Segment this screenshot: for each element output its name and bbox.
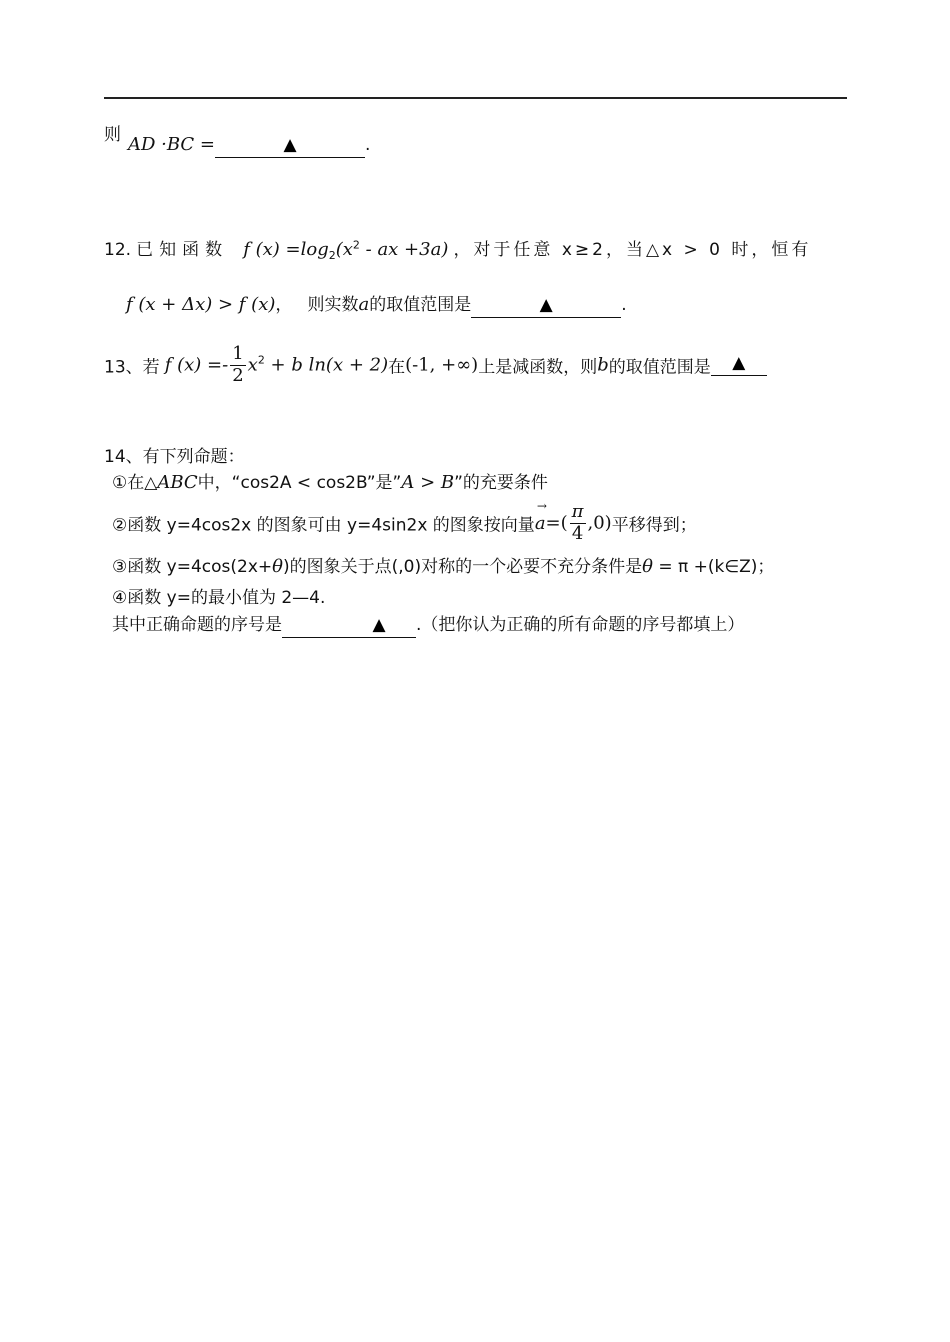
- q14-proposition-2: ②函数 y=4cos2x 的图象可由 y=4sin2x 的图象按向量 → a=( $\frac{\pi}{4}$ ,0)平移得到；: [112, 498, 697, 544]
- header-rule: [104, 97, 847, 99]
- q13-fraction: $\frac{1}{2}$: [232, 343, 244, 386]
- pi-over-4-fraction: $\frac{\pi}{4}$: [571, 501, 584, 544]
- q12-then: 则实数: [307, 295, 359, 315]
- q12-line1: [104, 235, 811, 262]
- vector-a: → a: [534, 498, 547, 534]
- q12-condition: ，对于任意 x≥2，当△x > 0 时，恒有: [453, 240, 812, 260]
- triangle-icon: ▲: [372, 615, 386, 635]
- q13-interval: (-1, +∞): [405, 354, 479, 376]
- q14-title: 14、有下列命题：: [104, 447, 245, 467]
- q14-proposition-3: ③函数 y=4cos(2x+θ)的图象关于点(,0)对称的一个必要不充分条件是θ = π +(k∈Z)；: [112, 556, 775, 577]
- q12-inequality: f (x + Δx) > f (x): [126, 294, 276, 315]
- q13-answer-blank[interactable]: [711, 352, 767, 376]
- triangle-icon: ▲: [732, 352, 746, 373]
- q11-expr: AD ·BC =: [128, 134, 216, 155]
- triangle-icon: ▲: [539, 295, 553, 315]
- q14-answer-blank[interactable]: [282, 617, 416, 638]
- triangle-icon: ▲: [283, 135, 297, 155]
- q12-number: 12.: [104, 240, 132, 260]
- q11-line: [128, 134, 370, 158]
- q14-proposition-1: ①在△ABC中，“cos2A < cos2B”是”A > B”的充要条件: [112, 472, 548, 493]
- q12-given: 已知函数: [136, 240, 229, 260]
- q13-var-b: b: [597, 354, 609, 376]
- q11-answer-blank[interactable]: [215, 137, 365, 158]
- q14-proposition-4: ④函数 y=的最小值为 2—4.: [112, 588, 326, 608]
- q12-answer-blank[interactable]: [471, 297, 621, 318]
- q11-then: 则: [104, 125, 121, 145]
- q14-ask-line: 其中正确命题的序号是 ▲ .（把你认为正确的所有命题的序号都填上）: [112, 610, 744, 638]
- q12-line2: f (x + Δx) > f (x)， 则实数a的取值范围是 ▲ .: [126, 290, 627, 318]
- q12-var-a: a: [358, 294, 370, 315]
- q12-function: f $(x) =\log_2(x^2$ - ax +3a): [243, 238, 449, 263]
- q13-number: 13、若: [104, 357, 160, 378]
- q11-end: .: [365, 135, 371, 155]
- q12-range-label: 的取值范围是: [369, 295, 472, 315]
- q13-line: 13、若 f (x) =- $\frac{1}{2}$ $x^2 + b$ ln(x + 2)在(-1, +∞)上是减函数，则b的取值范围是 ▲: [104, 344, 767, 386]
